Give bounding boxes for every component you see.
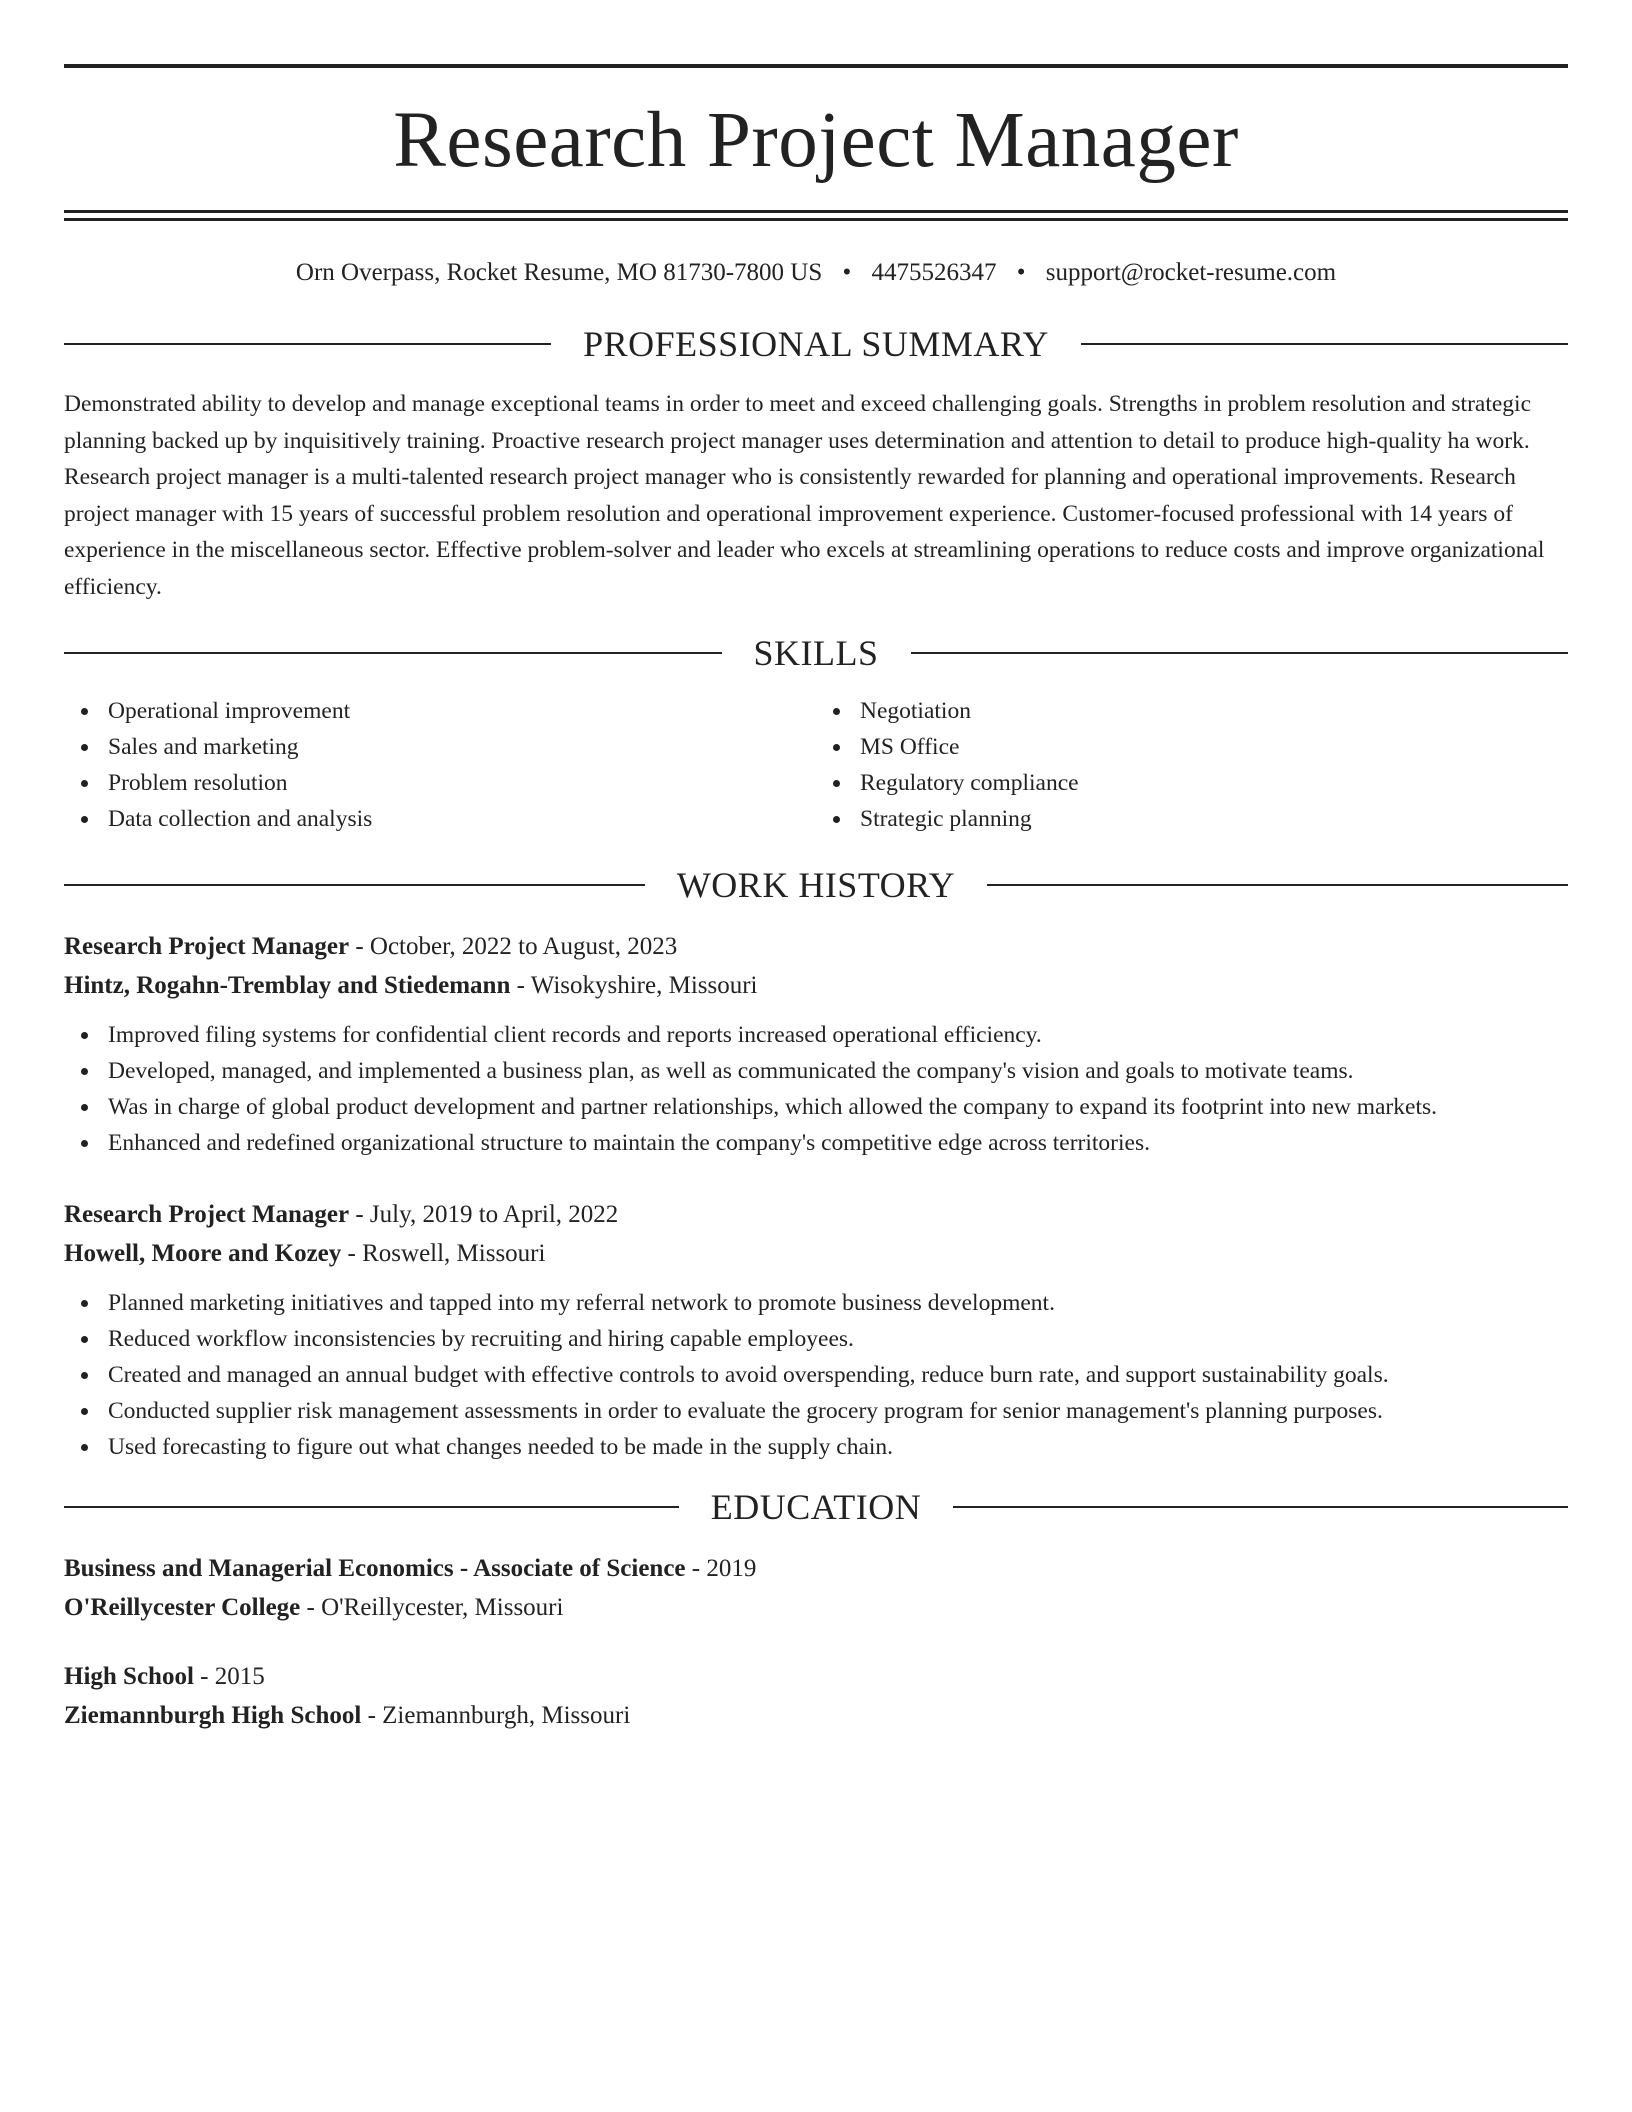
skills-column-left [64, 693, 816, 837]
job-title: Research Project Manager [64, 1201, 350, 1228]
title-double-rule [64, 210, 1568, 221]
education-school: Ziemannburgh High School [64, 1702, 362, 1729]
contact-address: Orn Overpass, Rocket Resume, MO 81730-7800 US [295, 259, 823, 286]
skill-item: Negotiation [860, 693, 1568, 729]
section-title-skills: SKILLS [753, 633, 879, 673]
divider-line [987, 884, 1568, 886]
job-bullet: Reduced workflow inconsistencies by recruiting and hiring capable employees. [108, 1321, 1568, 1357]
education-location: - Ziemannburgh, Missouri [361, 1702, 631, 1729]
job-location: - Roswell, Missouri [341, 1240, 546, 1267]
job-company: Hintz, Rogahn-Tremblay and Stiedemann [64, 972, 511, 999]
page-title: Research Project Manager [393, 97, 1239, 184]
job-bullets [64, 1017, 1568, 1161]
education-degree: High School [64, 1663, 194, 1690]
job-company-line [64, 966, 1568, 1005]
job-entry [64, 1195, 1568, 1465]
skill-item: Problem resolution [108, 765, 816, 801]
divider-line [64, 884, 645, 886]
skill-item: Regulatory compliance [860, 765, 1568, 801]
section-header-summary [64, 324, 1568, 364]
contact-separator: • [1016, 259, 1026, 286]
job-bullet: Was in charge of global product development and partner relationships, which allowed the company to expand its footprint into new markets. [108, 1089, 1568, 1125]
contact-separator: • [842, 259, 852, 286]
job-bullet: Created and managed an annual budget with effective controls to avoid overspending, reduce burn rate, and support sustainability goals. [108, 1357, 1568, 1393]
education-location: - O'Reillycester, Missouri [300, 1594, 564, 1621]
skill-item: Strategic planning [860, 801, 1568, 837]
divider-line [64, 343, 551, 345]
job-title-line [64, 1195, 1568, 1234]
top-rule [64, 64, 1568, 68]
job-entry [64, 927, 1568, 1161]
skill-item: Operational improvement [108, 693, 816, 729]
job-bullet: Used forecasting to figure out what changes needed to be made in the supply chain. [108, 1429, 1568, 1465]
education-degree: Business and Managerial Economics - Associate of Science [64, 1555, 686, 1582]
section-header-education [64, 1487, 1568, 1527]
job-location: - Wisokyshire, Missouri [510, 972, 758, 999]
skills-column-right [816, 693, 1568, 837]
section-title-summary: PROFESSIONAL SUMMARY [583, 324, 1049, 364]
skills-list [64, 693, 1568, 837]
job-bullet: Planned marketing initiatives and tapped into my referral network to promote business development. [108, 1285, 1568, 1321]
divider-line [64, 1506, 679, 1508]
education-school: O'Reillycester College [64, 1594, 301, 1621]
job-title-line [64, 927, 1568, 966]
skill-item: MS Office [860, 729, 1568, 765]
education-school-line [64, 1588, 1568, 1627]
section-header-skills [64, 633, 1568, 673]
resume-page [64, 64, 1568, 1735]
skill-item: Data collection and analysis [108, 801, 816, 837]
divider-line [953, 1506, 1568, 1508]
section-title-work: WORK HISTORY [676, 865, 956, 905]
contact-line [64, 258, 1568, 288]
contact-email: support@rocket-resume.com [1045, 259, 1337, 286]
divider-line [911, 652, 1569, 654]
education-degree-line [64, 1549, 1568, 1588]
education-year: - 2019 [685, 1555, 757, 1582]
job-dates: - October, 2022 to August, 2023 [349, 933, 678, 960]
section-title-education: EDUCATION [710, 1487, 922, 1527]
job-bullet: Improved filing systems for confidential client records and reports increased operational efficiency. [108, 1017, 1568, 1053]
job-title: Research Project Manager [64, 933, 350, 960]
contact-phone: 4475526347 [871, 259, 997, 286]
job-bullet: Developed, managed, and implemented a business plan, as well as communicated the company's vision and goals to motivate teams. [108, 1053, 1568, 1089]
education-year: - 2015 [193, 1663, 265, 1690]
job-dates: - July, 2019 to April, 2022 [349, 1201, 619, 1228]
job-bullet: Conducted supplier risk management assessments in order to evaluate the grocery program for senior management's planning purposes. [108, 1393, 1568, 1429]
education-school-line [64, 1696, 1568, 1735]
job-bullet: Enhanced and redefined organizational structure to maintain the company's competitive edge across territories. [108, 1125, 1568, 1161]
education-entry [64, 1657, 1568, 1735]
summary-text: Demonstrated ability to develop and manage exceptional teams in order to meet and exceed challenging goals. Strengths in problem resolution and strategic planning backed up by inquisitively training. Proactive research project manager uses determination and attention to detail to produce high-quality ha work. Research project manager is a multi-talented research project manager who is consistently rewarded for planning and operational improvements. Research project manager with 15 years of successful problem resolution and operational improvement experience. Customer-focused professional with 14 years of experience in the miscellaneous sector. Effective problem-solver and leader who excels at streamlining operations to reduce costs and improve organizational efficiency. [64, 391, 1545, 600]
divider-line [1081, 343, 1568, 345]
skill-item: Sales and marketing [108, 729, 816, 765]
education-degree-line [64, 1657, 1568, 1696]
job-company: Howell, Moore and Kozey [64, 1240, 342, 1267]
section-header-work [64, 865, 1568, 905]
job-company-line [64, 1234, 1568, 1273]
job-bullets [64, 1285, 1568, 1465]
education-entry [64, 1549, 1568, 1627]
divider-line [64, 652, 722, 654]
